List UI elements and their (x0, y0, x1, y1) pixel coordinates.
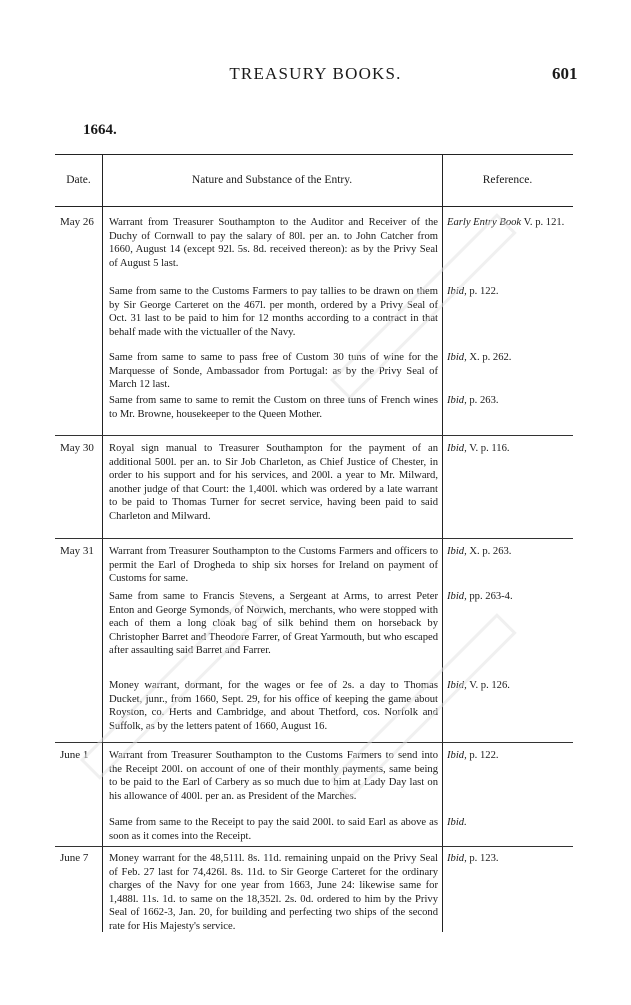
entry-date: May 30 (60, 442, 94, 454)
reference-page: p. 122. (469, 750, 499, 761)
entry-date: May 31 (60, 545, 94, 557)
page-number: 601 (552, 64, 578, 83)
entry-date: June 7 (60, 852, 89, 864)
reference-page: V. p. 121. (523, 217, 565, 228)
entry-text: Warrant from Treasurer Southampton to the Customs Farmers and officers to permit the Earl of Drogheda to ship six horses for Ireland on payment of Customs for same. (109, 546, 438, 585)
reference-page: V. p. 116. (469, 443, 510, 454)
entry-reference (447, 442, 571, 456)
reference-source: Ibid, (447, 443, 467, 454)
entry-reference (447, 216, 571, 230)
reference-page: V. p. 126. (469, 680, 510, 691)
entry-text: Money warrant, dormant, for the wages or fee of 2s. a day to Thomas Ducket, junr., from 1660, Sept. 29, for his office of keeping the game about Royston, co. Herts and Cambridge, and about Thetford, cos. Norfolk and Suffolk, as by the letters patent of 1660, August 16. (109, 680, 438, 732)
reference-page: pp. 263-4. (469, 591, 513, 602)
reference-source: Ibid, (447, 680, 467, 691)
entry-reference (447, 816, 571, 830)
entry-text: Warrant from Treasurer Southampton to the Customs Farmers to send into the Receipt 200l. on account of one of their monthly payments, same being to be paid to the Earl of Carbery as so much due to him at Lady Day last on his allowance of 400l. per an. as President of the Marches. (109, 750, 438, 802)
column-header-nature: Nature and Substance of the Entry. (191, 174, 353, 186)
column-divider-reference (442, 154, 443, 932)
entry-date: May 26 (60, 216, 94, 228)
reference-source: Ibid, (447, 591, 467, 602)
year-heading: 1664. (83, 122, 117, 138)
table-top-rule (55, 154, 573, 155)
row-divider (55, 846, 573, 847)
column-divider-date (102, 154, 103, 932)
entry-text: Same from same to Francis Stevens, a Sergeant at Arms, to arrest Peter Enton and George Symonds, of Norwich, merchants, who were stopped with each of them a long cloak bag of silk behind them on horseback by Christopher Barret and Theodore Farrer, of Great Yarmouth, but who escaped after assaulting said Barret and Farrer. (109, 591, 438, 657)
reference-page: p. 263. (469, 395, 499, 406)
reference-page: X. p. 262. (469, 352, 512, 363)
table-header-rule (55, 206, 573, 207)
reference-source: Ibid, (447, 352, 467, 363)
entry-text: Same from same to same to pass free of Custom 30 tuns of wine for the Marquesse of Sonde, Ambassador from Portugal: as by the Privy Seal of March 12 last. (109, 352, 438, 391)
entry-reference (447, 285, 571, 299)
reference-page: p. 123. (469, 853, 499, 864)
row-divider (55, 742, 573, 743)
reference-source: Ibid, (447, 395, 467, 406)
entry-reference (447, 394, 571, 408)
entry-date: June 1 (60, 749, 89, 761)
reference-page: p. 122. (469, 286, 499, 297)
entry-text: Money warrant for the 48,511l. 8s. 11d. remaining unpaid on the Privy Seal of Feb. 27 last for 74,426l. 8s. 11d. to Sir George Carteret for the ordinary charges of the Navy for one year from 1663, June 24: likewise same for 1,488l. 11s. 1d. to same on the 18,352l. 2s. 0d. ordered to him by the Privy Seal of 1662-3, Jan. 20, for building and perfecting two ships of the second rate for His Majesty's service. (109, 853, 438, 932)
reference-source: Early Entry Book (447, 217, 522, 228)
row-divider (55, 538, 573, 539)
reference-source: Ibid, (447, 546, 467, 557)
entry-text: Same from same to the Receipt to pay the said 200l. to said Earl as above as soon as it comes into the Receipt. (109, 817, 438, 842)
entry-reference (447, 852, 571, 866)
entry-reference (447, 679, 571, 693)
reference-source: Ibid, (447, 853, 467, 864)
entry-text: Same from same to same to remit the Custom on three tuns of French wines to Mr. Browne, housekeeper to the Queen Mother. (109, 395, 438, 420)
entry-reference (447, 351, 571, 365)
entry-reference (447, 749, 571, 763)
row-divider (55, 435, 573, 436)
running-title: TREASURY BOOKS. (229, 64, 402, 83)
reference-source: Ibid, (447, 750, 467, 761)
column-header-reference: Reference. (482, 174, 533, 186)
entry-text: Warrant from Treasurer Southampton to the Auditor and Receiver of the Duchy of Cornwall to pay the salary of 80l. per an. to John Catcher from 1660, August 14 (except 92l. 5s. 8d. received thereon): as by the Privy Seal of August 5 last. (109, 217, 438, 269)
reference-page: X. p. 263. (469, 546, 512, 557)
entry-reference (447, 545, 571, 559)
entry-text: Royal sign manual to Treasurer Southampton for the payment of an additional 500l. per an. to Sir Job Charleton, as Chief Justice of Chester, in order to his support and for his services, and 200l. a year to Mr. Milward, another judge of that Court: the 1,400l. which was ordered by a late warrant to be paid to Thomas Turner for secret service, having been paid to said Charleton and Milward. (109, 443, 438, 522)
reference-source: Ibid, (447, 286, 467, 297)
column-header-date: Date. (66, 174, 91, 186)
entry-reference (447, 590, 571, 604)
reference-source: Ibid. (447, 817, 467, 828)
entry-text: Same from same to the Customs Farmers to pay tallies to be drawn on them by Sir George Carteret on the 467l. per month, ordered by a Privy Seal of Oct. 31 last to be paid to him for 12 months according to a contract in that behalf made with the victualler of the Navy. (109, 286, 438, 338)
